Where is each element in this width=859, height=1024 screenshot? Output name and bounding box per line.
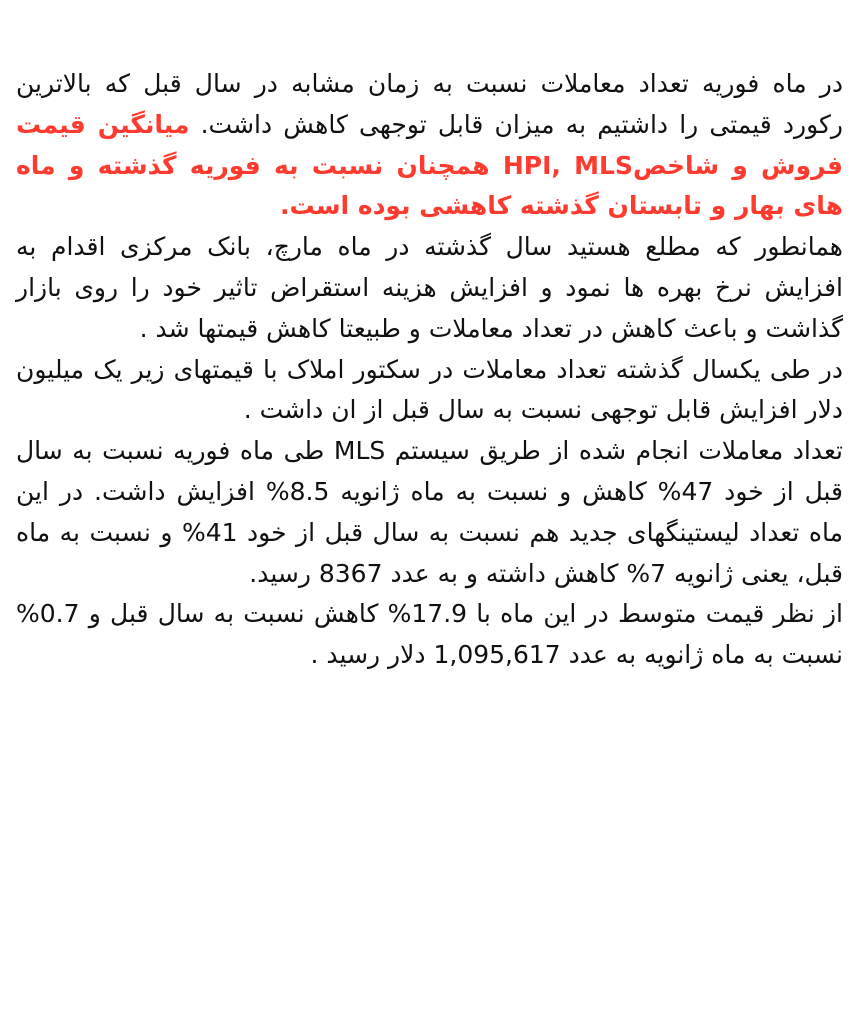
paragraph-mls-transactions: تعداد معاملات انجام شده از طریق سیستم MLS طی ماه فوریه نسبت به سال قبل از خود 47% کاهش و نسبت به ماه ژانویه 8.5% افزایش داشت. در این ماه تعداد لیستینگهای جدید هم نسبت به سال قبل از خود 41% و نسبت به ماه قبل، یعنی ژانویه 7% کاهش داشته و به عدد 8367 رسید. xyxy=(16,436,844,588)
paragraph-under-million: در طی یکسال گذشته تعداد معاملات در سکتور املاک با قیمتهای زیر یک میلیون دلار افزایش قابل توجهی نسبت به سال قبل از ان داشت . xyxy=(16,354,843,425)
paragraph-february-summary xyxy=(16,64,843,227)
paragraph-text: در ماه فوریه تعداد معاملات نسبت به زمان مشابه در سال قبل که بالاترین رکورد قیمتی را داشتیم به میزان قابل توجهی کاهش داشت. xyxy=(16,69,843,139)
highlighted-text: میانگین قیمت فروش و شاخصHPI, MLS همچنان نسبت به فوریه گذشته و ماه های بهار و تابستان گذشته کاهشی بوده است. xyxy=(16,109,844,221)
paragraph-average-price: از نظر قیمت متوسط در این ماه با 17.9% کاهش نسبت به سال قبل و 0.7% نسبت به ماه ژانویه به عدد 1,095,617 دلار رسید . xyxy=(16,599,843,670)
paragraph-interest-rates: همانطور که مطلع هستید سال گذشته در ماه مارچ، بانک مرکزی اقدام به افزایش نرخ بهره ها نمود و افزایش هزینه استقراض تاثیر خود را روی بازار گذاشت و باعث کاهش در تعداد معاملات و طبیعتا کاهش قیمتها شد . xyxy=(16,232,843,343)
article-body xyxy=(16,64,843,676)
